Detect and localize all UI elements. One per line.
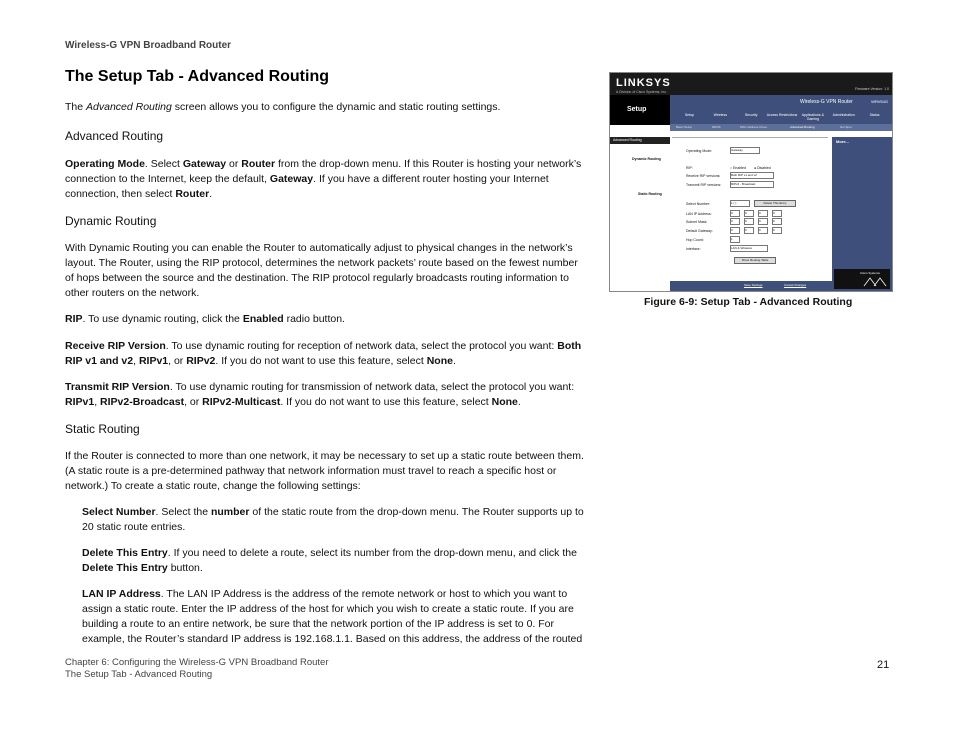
operating-mode-select[interactable]: Gateway — [730, 147, 760, 154]
save-settings-button[interactable]: Save Settings — [744, 283, 763, 287]
operating-mode-label: Operating Mode: — [686, 149, 713, 153]
footer-chapter: Chapter 6: Configuring the Wireless-G VPN Broadband Router — [65, 657, 329, 668]
model-number: WRV54G — [871, 99, 888, 104]
tab-status[interactable]: Status — [869, 113, 880, 117]
rip-paragraph: RIP. To use dynamic routing, click the Enabled radio button. — [65, 313, 345, 325]
left-label-static: Static Routing — [638, 192, 662, 196]
receive-rip-label: Receive RIP versions: — [686, 174, 721, 178]
select-number-paragraph: Select Number. Select the number of the static route from the drop-down menu. The Router supports up to 20 static route entries. — [82, 506, 584, 533]
subtab-basic-setup[interactable]: Basic Setup — [676, 125, 693, 129]
subnet-octet-1[interactable]: 0 — [730, 218, 740, 225]
hop-count-label: Hop Count: — [686, 238, 704, 242]
footer-section: The Setup Tab - Advanced Routing — [65, 669, 213, 680]
firmware-version: Firmware Version: 1.0 — [854, 87, 889, 91]
screenshot-content — [672, 137, 828, 284]
intro-paragraph: The Advanced Routing screen allows you to configure the dynamic and static routing settings. — [65, 101, 501, 113]
lan-ip-label: LAN IP Address: — [686, 212, 712, 216]
section-label: Setup — [610, 95, 670, 125]
tab-setup[interactable]: Setup — [684, 113, 694, 117]
receive-rip-select[interactable]: Both RIP v1 and v2 — [730, 172, 774, 179]
cisco-bridge-icon — [834, 269, 890, 289]
rip-enabled-radio[interactable]: ○ Enabled — [730, 166, 746, 170]
select-number-select[interactable]: 1 ( ) — [730, 200, 750, 207]
gateway-label: Default Gateway: — [686, 229, 713, 233]
sub-tabs — [670, 124, 892, 131]
subnet-octet-4[interactable]: 0 — [772, 218, 782, 225]
operating-mode-paragraph: Operating Mode. Select Gateway or Router from the drop-down menu. If this Router is hosting your network’s connection to the Internet, keep the default, Gateway. If you have a different router hosting your Internet connection, then select Router. — [65, 158, 582, 200]
subtab-advanced-routing[interactable]: Advanced Routing — [790, 125, 815, 129]
lan-ip-octet-3[interactable]: 0 — [758, 210, 768, 217]
tab-security[interactable]: Security — [744, 113, 758, 117]
transmit-rip-select[interactable]: RIPv2 - Broadcast — [730, 181, 774, 188]
subtab-ddns[interactable]: DDNS — [712, 125, 721, 129]
static-routing-paragraph: If the Router is connected to more than one network, it may be necessary to set up a static route between them. (A static route is a pre-determined pathway that network information must travel to reach a specific host or network.) To create a static route, change the following settings: — [65, 450, 584, 492]
interface-label: Interface: — [686, 247, 701, 251]
interface-select[interactable]: LAN & Wireless — [730, 245, 768, 252]
delete-entry-paragraph: Delete This Entry. If you need to delete a route, select its number from the drop-down menu, and click the Delete This Entry button. — [82, 547, 577, 574]
tab-wireless[interactable]: Wireless — [713, 113, 727, 117]
product-name: Wireless-G VPN Router — [800, 99, 853, 105]
left-label-dynamic: Dynamic Routing — [632, 157, 661, 161]
figure-caption: Figure 6-9: Setup Tab - Advanced Routing — [644, 296, 853, 308]
gateway-octet-1[interactable]: 0 — [730, 227, 740, 234]
hop-count-input[interactable]: 1 — [730, 236, 740, 243]
lan-ip-octet-1[interactable]: 0 — [730, 210, 740, 217]
subnet-octet-3[interactable]: 0 — [758, 218, 768, 225]
more-link[interactable]: More... — [836, 139, 849, 144]
page-number: 21 — [877, 659, 890, 671]
page-title: The Setup Tab - Advanced Routing — [65, 68, 329, 85]
rip-disabled-radio[interactable]: ● Disabled — [754, 166, 771, 170]
show-routing-table-button[interactable]: Show Routing Table — [734, 257, 776, 264]
gateway-octet-4[interactable]: 0 — [772, 227, 782, 234]
dynamic-routing-paragraph: With Dynamic Routing you can enable the Router to automatically adjust to physical changes in the network’s layout. The Router, using the RIP protocol, determines the network packets’ route based on the fewest number of hops between the source and the destination. The RIP protocol regularly broadcasts routing information to other routers on the network. — [65, 242, 578, 299]
left-section-bar: Advanced Routing — [610, 137, 670, 144]
lan-ip-paragraph: LAN IP Address. The LAN IP Address is the address of the remote network or host to which you want to assign a static route. Enter the IP address of the host for which you wish to create a static route. If you are building a route to an entire network, be sure that the network portion of the IP address is set to 0. For example, the Router’s standard IP address is 192.168.1.1. Based on this address, the address of the routed — [82, 588, 583, 645]
advanced-routing-screenshot — [609, 72, 893, 292]
rip-label: RIP: — [686, 166, 693, 170]
lan-ip-octet-4[interactable]: 0 — [772, 210, 782, 217]
running-header: Wireless-G VPN Broadband Router — [65, 40, 232, 51]
transmit-rip-paragraph: Transmit RIP Version. To use dynamic routing for transmission of network data, select the protocol you want: RIPv1, RIPv2-Broadcast, or RIPv2-Multicast. If you do not want to use this feature, select None. — [65, 381, 575, 408]
cisco-logo: Cisco Systems — [834, 269, 890, 289]
transmit-rip-label: Transmit RIP versions: — [686, 183, 722, 187]
delete-entry-button[interactable]: Delete This Entry — [754, 200, 796, 207]
tab-applications-gaming[interactable]: Applications & Gaming — [801, 113, 824, 121]
linksys-logo: LINKSYS — [616, 77, 671, 89]
lan-ip-octet-2[interactable]: 0 — [744, 210, 754, 217]
page-footer — [65, 657, 329, 681]
select-number-label: Select Number: — [686, 202, 711, 206]
cancel-changes-button[interactable]: Cancel Changes — [784, 283, 807, 287]
section-heading-static-routing: Static Routing — [65, 422, 140, 436]
gateway-octet-3[interactable]: 0 — [758, 227, 768, 234]
logo-subtitle: A Division of Cisco Systems, Inc. — [616, 90, 667, 94]
gateway-octet-2[interactable]: 0 — [744, 227, 754, 234]
screenshot-footer — [670, 281, 832, 291]
receive-rip-paragraph: Receive RIP Version. To use dynamic routing for reception of network data, select the protocol you want: Both RIP v1 and v2, RIPv1, or RIPv2. If you do not want to use this feature, select None. — [65, 340, 582, 367]
subtab-mac-clone[interactable]: MAC Address Clone — [740, 125, 768, 129]
tab-administration[interactable]: Administration — [832, 113, 855, 117]
tab-access-restrictions[interactable]: Access Restrictions — [766, 113, 798, 117]
main-tabs — [674, 113, 890, 121]
subnet-label: Subnet Mask: — [686, 220, 708, 224]
section-heading-dynamic-routing: Dynamic Routing — [65, 214, 157, 228]
subnet-octet-2[interactable]: 0 — [744, 218, 754, 225]
help-panel — [832, 137, 892, 291]
section-heading-advanced-routing: Advanced Routing — [65, 129, 164, 143]
subtab-hot-spot[interactable]: Hot Spot — [840, 125, 852, 129]
